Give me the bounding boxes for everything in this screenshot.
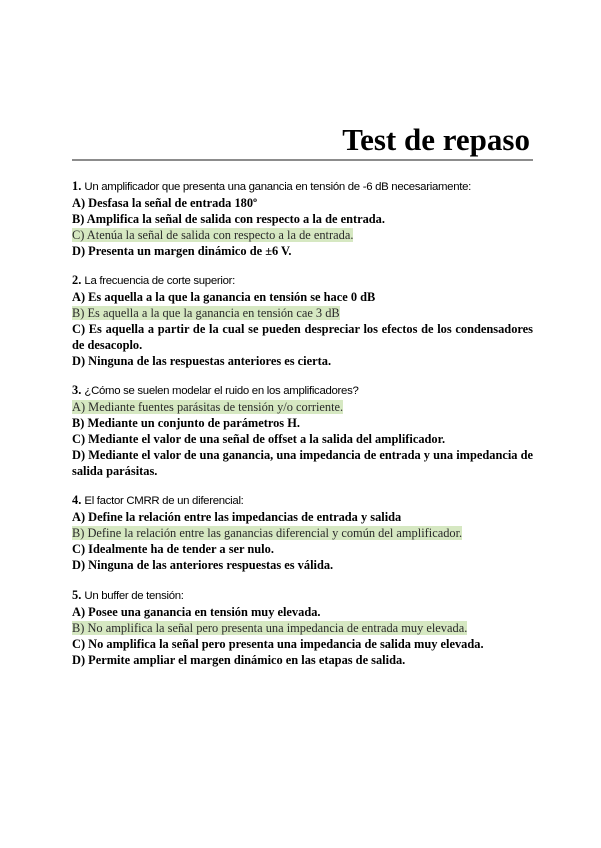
option-c: C) No amplifica la señal pero presenta una impedancia de salida muy elevada. — [72, 637, 484, 651]
question-text: La frecuencia de corte superior: — [84, 275, 235, 287]
question-number: 3. — [72, 383, 82, 397]
answer-highlight: C) Atenúa la señal de salida con respecto a la de entrada. — [72, 228, 354, 242]
question-5 — [72, 587, 533, 668]
option-b: B) Amplifica la señal de salida con respecto a la de entrada. — [72, 212, 385, 226]
question-2 — [72, 272, 533, 369]
page-title: Test de repaso — [342, 122, 530, 157]
title-divider — [72, 159, 533, 161]
question-text: Un amplificador que presenta una ganancia en tensión de -6 dB necesariamente: — [84, 181, 472, 193]
option-a: A) Define la relación entre las impedancias de entrada y salida — [72, 510, 402, 524]
question-number: 5. — [72, 588, 82, 602]
question-1 — [72, 178, 533, 259]
option-d: D) Permite ampliar el margen dinámico en las etapas de salida. — [72, 653, 406, 667]
option-b-correct — [72, 305, 533, 321]
answer-highlight: B) Define la relación entre las ganancias diferencial y común del amplificador. — [72, 526, 463, 540]
option-a: A) Posee una ganancia en tensión muy elevada. — [72, 605, 321, 619]
option-d: D) Mediante el valor de una ganancia, una impedancia de entrada y una impedancia de salida parásitas. — [72, 448, 533, 478]
option-b-correct — [72, 620, 533, 636]
question-text: El factor CMRR de un diferencial: — [84, 495, 244, 507]
option-b: B) Mediante un conjunto de parámetros H. — [72, 416, 300, 430]
question-stem — [72, 178, 533, 195]
question-stem — [72, 272, 533, 289]
option-c: C) Mediante el valor de una señal de offset a la salida del amplificador. — [72, 432, 446, 446]
answer-highlight: B) Es aquella a la que la ganancia en tensión cae 3 dB — [72, 306, 340, 320]
question-4 — [72, 492, 533, 573]
option-c-correct — [72, 227, 533, 243]
option-d: D) Presenta un margen dinámico de ±6 V. — [72, 244, 292, 258]
question-stem — [72, 587, 533, 604]
option-a: A) Es aquella a la que la ganancia en tensión se hace 0 dB — [72, 290, 376, 304]
question-number: 1. — [72, 179, 82, 193]
option-b-correct — [72, 525, 533, 541]
option-c: C) Es aquella a partir de la cual se pueden despreciar los efectos de los condensadores de desacoplo. — [72, 322, 533, 352]
question-stem — [72, 492, 533, 509]
option-a-correct — [72, 399, 533, 415]
question-number: 2. — [72, 273, 82, 287]
option-a: A) Desfasa la señal de entrada 180º — [72, 196, 258, 210]
answer-highlight: A) Mediante fuentes parásitas de tensión y/o corriente. — [72, 400, 344, 414]
option-c: C) Idealmente ha de tender a ser nulo. — [72, 542, 274, 556]
option-d: D) Ninguna de las respuestas anteriores es cierta. — [72, 354, 332, 368]
option-d: D) Ninguna de las anteriores respuestas es válida. — [72, 558, 334, 572]
question-number: 4. — [72, 493, 82, 507]
question-stem — [72, 382, 533, 399]
question-text: Un buffer de tensión: — [84, 590, 184, 602]
question-text: ¿Cómo se suelen modelar el ruido en los amplificadores? — [84, 385, 359, 397]
answer-highlight: B) No amplifica la señal pero presenta una impedancia de entrada muy elevada. — [72, 621, 468, 635]
question-3 — [72, 382, 533, 479]
